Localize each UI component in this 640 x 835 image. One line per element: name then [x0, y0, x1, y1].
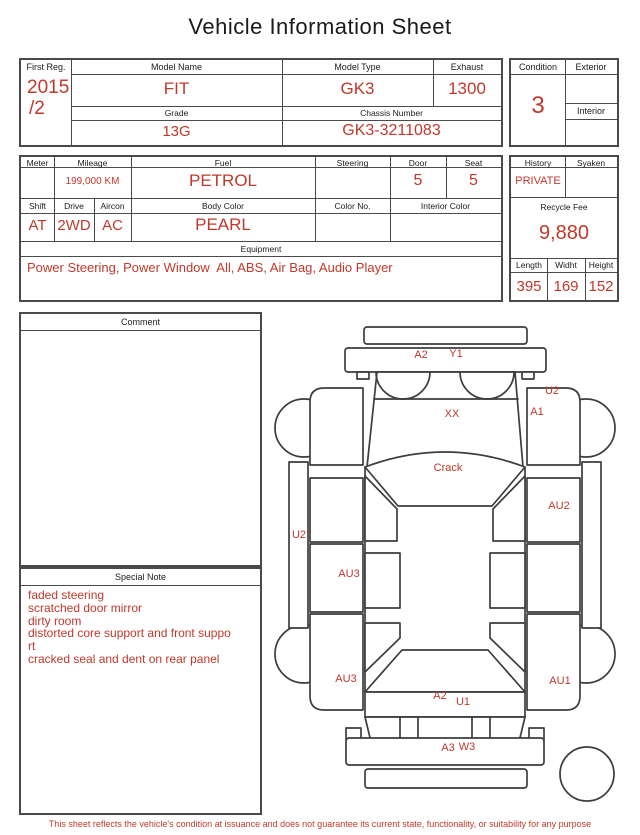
width-value: 169 — [553, 278, 579, 295]
color-no-label: Color No. — [334, 201, 371, 211]
damage-label-left-quarter-au3: AU3 — [335, 673, 357, 685]
shift-label: Shift — [28, 201, 46, 211]
damage-label-front-bumper-y1: Y1 — [449, 348, 463, 360]
exterior-label: Exterior — [575, 62, 607, 72]
exhaust-label: Exhaust — [450, 62, 484, 72]
height-label: Height — [588, 260, 614, 270]
mileage-label: Mileage — [77, 158, 108, 168]
steering-label: Steering — [336, 158, 369, 168]
meter-label: Meter — [26, 158, 49, 168]
damage-label-right-quarter-au1: AU1 — [549, 675, 571, 687]
recycle-fee-label: Recycle Fee — [540, 202, 588, 212]
recycle-fee-value: 9,880 — [538, 222, 590, 244]
exhaust-value: 1300 — [448, 79, 486, 98]
disclaimer-text: This sheet reflects the vehicle's condition at issuance and does not guarantee its current state, functionality, or suitability for any purpose — [48, 819, 592, 829]
height-value: 152 — [588, 278, 614, 295]
damage-label-hood-xx: XX — [444, 408, 460, 420]
special-note-label: Special Note — [114, 572, 167, 582]
model-type-value: GK3 — [340, 79, 375, 98]
damage-label-front-bumper-a2: A2 — [414, 349, 428, 361]
history-fee-table — [509, 155, 619, 302]
car-damage-diagram — [270, 310, 640, 820]
fuel-label: Fuel — [214, 158, 232, 168]
condition-label: Condition — [518, 62, 558, 72]
seat-label: Seat — [464, 158, 483, 168]
width-label: Widht — [555, 260, 577, 270]
grade-label: Grade — [164, 108, 189, 118]
damage-label-left-door-au3: AU3 — [338, 568, 360, 580]
interior-color-label: Interior Color — [420, 201, 471, 211]
body-color-label: Body Color — [201, 201, 245, 211]
comment-box — [19, 312, 262, 567]
damage-label-right-door-au2: AU2 — [548, 500, 570, 512]
damage-label-right-fender-a1: A1 — [530, 406, 544, 418]
damage-label-rear-panel-u1: U1 — [455, 696, 471, 708]
fuel-value: PETROL — [188, 171, 258, 190]
chassis-number-value: GK3-3211083 — [342, 122, 441, 139]
syaken-label: Syaken — [576, 158, 606, 168]
car-top-view-drawing — [270, 310, 640, 820]
equipment-label: Equipment — [240, 244, 282, 254]
page-title: Vehicle Information Sheet — [188, 14, 452, 39]
damage-label-rear-bumper-w3: W3 — [458, 741, 476, 753]
history-label: History — [524, 158, 552, 168]
special-note-line: cracked seal and dent on rear panel — [28, 651, 220, 666]
damage-label-rear-panel-a2: A2 — [433, 690, 447, 702]
history-value: PRIVATE — [515, 175, 561, 187]
body-color-value: PEARL — [195, 215, 251, 234]
special-note-box — [19, 567, 262, 815]
damage-label-rear-bumper-a3: A3 — [441, 742, 455, 754]
first-reg-year: 2015 — [27, 77, 70, 98]
drive-label: Drive — [64, 201, 84, 211]
identification-table — [19, 58, 503, 147]
shift-value: AT — [28, 217, 47, 234]
special-note-line: scratched door mirror — [28, 600, 143, 615]
damage-label-right-fender-u2: U2 — [544, 385, 560, 397]
chassis-number-label: Chassis Number — [360, 108, 423, 118]
door-value: 5 — [413, 172, 423, 189]
interior-label: Interior — [576, 106, 605, 116]
grade-value: 13G — [162, 123, 191, 140]
first-reg-month: /2 — [29, 98, 45, 119]
length-label: Length — [516, 260, 542, 270]
seat-value: 5 — [469, 172, 478, 189]
door-label: Door — [408, 158, 428, 168]
special-note-line: distorted core support and front suppo — [28, 626, 231, 641]
damage-label-windshield-crack: Crack — [433, 462, 463, 474]
special-note-text — [28, 589, 256, 666]
first-reg-label: First Reg. — [26, 62, 66, 72]
special-note-line: rt — [28, 639, 36, 654]
comment-label: Comment — [120, 317, 160, 327]
model-type-label: Model Type — [334, 62, 381, 72]
aircon-value: AC — [102, 217, 123, 234]
aircon-label: Aircon — [100, 201, 125, 211]
length-value: 395 — [516, 278, 542, 295]
mileage-value: 199,000 KM — [65, 176, 120, 187]
condition-value: 3 — [531, 92, 545, 119]
equipment-value: Power Steering, Power Window All, ABS, Air Bag, Audio Player — [27, 260, 393, 275]
damage-label-left-sill-u2: U2 — [291, 529, 307, 541]
drive-value: 2WD — [57, 217, 91, 234]
specs-table — [19, 155, 503, 302]
model-name-value: FIT — [163, 79, 190, 98]
special-note-line: dirty room — [28, 613, 82, 628]
special-note-line: faded steering — [28, 588, 105, 602]
model-name-label: Model Name — [150, 62, 203, 72]
condition-table — [509, 58, 619, 147]
